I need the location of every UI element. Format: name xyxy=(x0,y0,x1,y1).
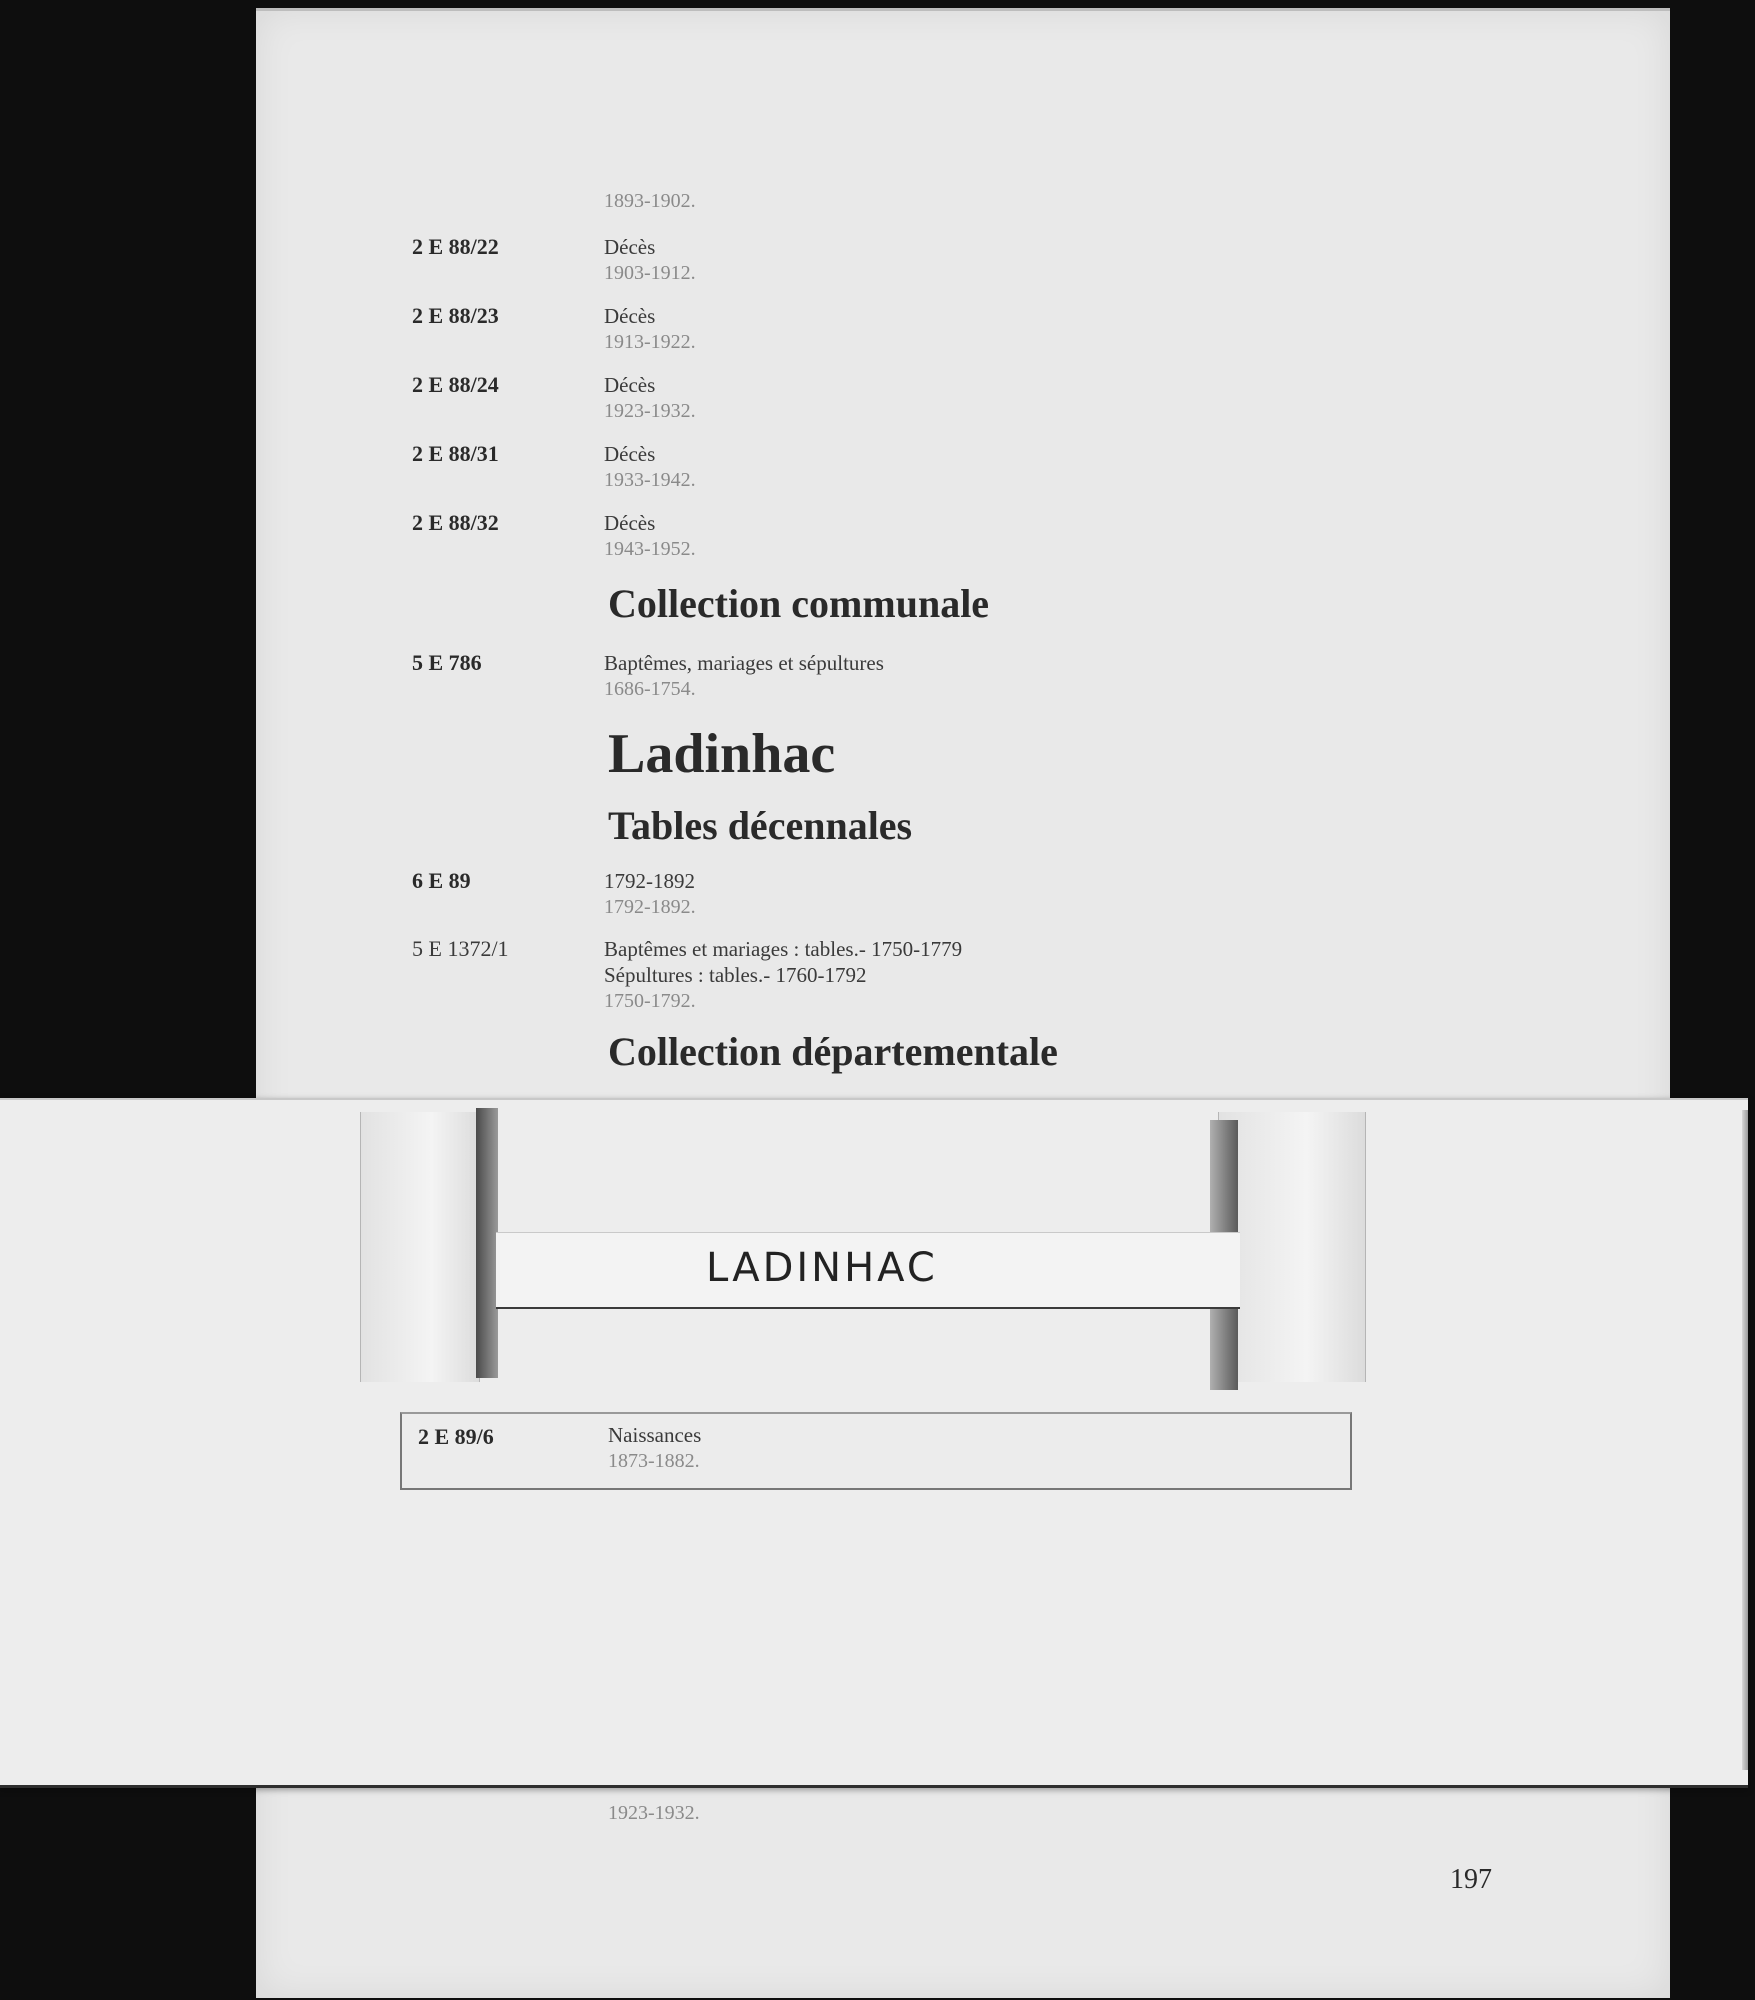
entry-cote: 5 E 786 xyxy=(412,650,482,675)
name-card xyxy=(496,1232,1240,1309)
record-description: Naissances xyxy=(608,1423,702,1447)
entry-description: Décès xyxy=(604,442,656,466)
section-heading: Collection départementale xyxy=(608,1029,1058,1074)
entry-cote: 5 E 1372/1 xyxy=(412,936,509,961)
entry-description: Décès xyxy=(604,373,656,397)
label-tab-shadow xyxy=(476,1108,498,1378)
entry-description: Décès xyxy=(604,511,656,535)
record-card xyxy=(400,1412,1352,1490)
section-heading: Collection communale xyxy=(608,581,990,626)
label-tab-right xyxy=(1218,1112,1366,1382)
label-tab-left xyxy=(360,1112,480,1382)
entry-description: 1792-1892 xyxy=(604,869,695,893)
entry-dates: 1913-1922. xyxy=(604,331,696,353)
entry-dates: 1933-1942. xyxy=(604,469,696,491)
entry-description: Décès xyxy=(604,304,656,328)
entry-cote: 2 E 88/23 xyxy=(412,303,499,328)
section-heading: Tables décennales xyxy=(608,803,913,848)
entry-cote: 6 E 89 xyxy=(412,868,471,893)
entry-dates: 1750-1792. xyxy=(604,990,696,1012)
page-number: 197 xyxy=(1450,1864,1492,1895)
commune-title: Ladinhac xyxy=(608,723,836,785)
entry-dates: 1686-1754. xyxy=(604,678,696,700)
entry-description-line: Baptêmes et mariages : tables.- 1750-1779 xyxy=(604,937,963,961)
entry-dates: 1923-1932. xyxy=(604,400,696,422)
handwritten-commune-name: LADINHAC xyxy=(706,1245,938,1291)
entry-description-line: Sépultures : tables.- 1760-1792 xyxy=(604,963,867,987)
entry-dates: 1943-1952. xyxy=(604,538,696,560)
entry-dates: 1923-1932. xyxy=(608,1802,700,1824)
record-dates: 1873-1882. xyxy=(608,1450,700,1472)
entry-description: Baptêmes, mariages et sépultures xyxy=(604,651,884,675)
entry-dates: 1792-1892. xyxy=(604,896,696,918)
record-cote: 2 E 89/6 xyxy=(418,1424,494,1449)
binding-label-strip xyxy=(0,1098,1748,1788)
page-top-edge xyxy=(256,8,1670,11)
entry-description: Décès xyxy=(604,235,656,259)
entry-cote: 2 E 88/31 xyxy=(412,441,499,466)
entry-cote: 2 E 88/24 xyxy=(412,372,499,397)
entry-dates: 1903-1912. xyxy=(604,262,696,284)
entry-cote: 2 E 88/32 xyxy=(412,510,499,535)
strip-edge xyxy=(1742,1110,1748,1770)
entry-dates: 1893-1902. xyxy=(604,190,696,212)
entry-cote: 2 E 88/22 xyxy=(412,234,499,259)
